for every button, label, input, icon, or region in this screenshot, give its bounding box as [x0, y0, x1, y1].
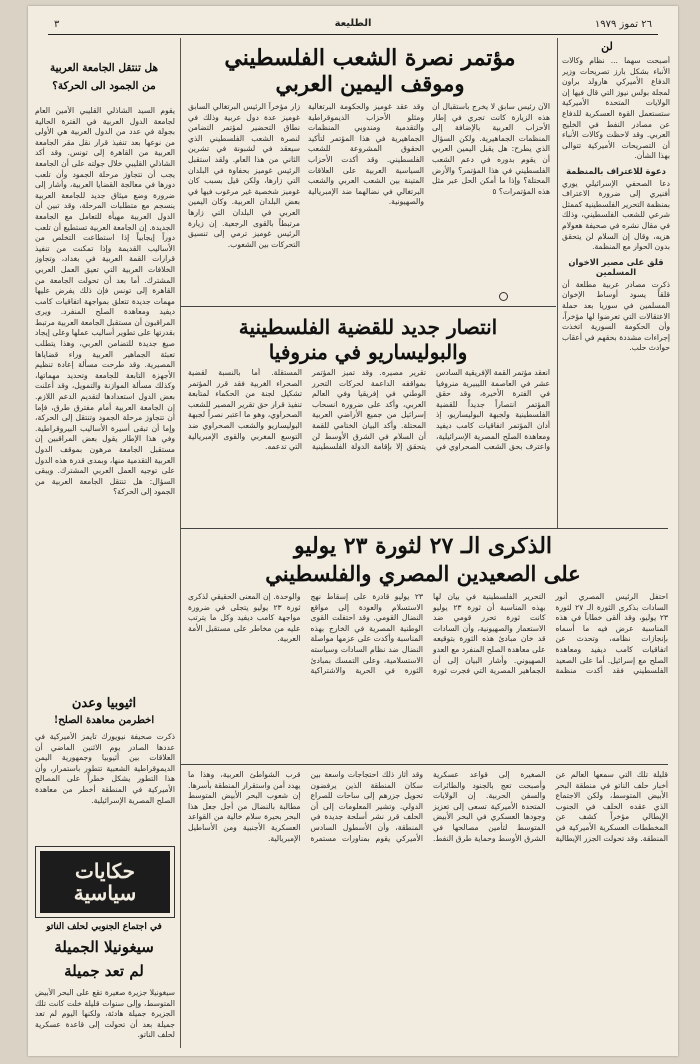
logo-line-1: حكايات	[75, 859, 135, 883]
issue-date: ٢٦ تموز ١٩٧٩	[594, 19, 652, 30]
newspaper-name: الطليعة	[334, 18, 372, 29]
left-bottom-headline-1: في اجتماع الجنوبي لحلف الناتو	[46, 922, 162, 932]
left-bottom-headline-3: لم تعد جميلة	[64, 962, 144, 980]
masthead	[48, 18, 658, 35]
third-top-rule	[181, 528, 668, 529]
newspaper-page	[28, 6, 678, 1056]
right-column-text	[562, 56, 670, 526]
column-rule-left	[180, 38, 181, 1048]
second-headline-1: انتصار جديد للقضية الفلسطينية	[238, 315, 498, 339]
bottom-top-rule	[181, 764, 668, 765]
right-subhead-recognition: دعوة للاعتراف بالمنظمة	[566, 165, 666, 176]
logo-line-2: سياسية	[73, 881, 137, 905]
right-text-c: ذكرت مصادر عربية مطلعة أن قلقاً يسود أوساط الإخوان المسلمين في سوريا بعد حملة الاعتقالات التي تعرضوا لها مؤخراً، وأن الحكومة السورية اتخذت إجراءات مشددة بحقهم في أعقاب حوادث حلب.	[562, 279, 670, 353]
lead-text-col-2: وقد عقد غوميز والحكومة البرتغالية ومثلو الأحزاب الديموقراطية والتقدمية ومندوبي المنظمات الجماهيرية في هذا المؤتمر لتأكيد الحقوق المشروعة للشعب الفلسطيني. وقد أكدت الأحزاب السياسية العربية على العلاقات المتينة بين الشعب العربي والشعب البرتغالي في نضالهما ضد الإمبريالية والصهيونية.	[308, 102, 424, 207]
left-top-headline-2: من الجمود الى الحركة؟	[52, 80, 156, 92]
left-mid-headline-1: اثيوبيا وعدن	[71, 696, 137, 711]
hikayat-siyasiya-logo	[40, 851, 170, 913]
left-top-headline-1: هل تنتقل الجامعة العربية	[49, 62, 159, 74]
right-text-a: أصبحت سهما ... نظام وكالات الأنباء بشكل بارز تصريحات وزير الدفاع الأميركي هارولد براون لمجلة بولس نيوز التي قال فيها إن الولايات المتحدة الأميركية ستستعمل القوة العسكرية للدفاع عن مصادر النفط في الخليج العربي. وقد لاحظت وكالات الأنباء أن التصريحات الأميركية تتوالى بهذا الشأن.	[562, 56, 670, 161]
right-text-b: دعا الصحفي الإسرائيلي يوري أفنيري إلى ضرورة الاعتراف بمنظمة التحرير الفلسطينية كممثل شرعي للشعب الفلسطيني، وذلك في مقال نشره في صحيفة هعولام هزيه، وقال إن السلام لن يتحقق بدون الحوار مع المنظمة.	[562, 178, 670, 252]
third-text: احتفل الرئيس المصري أنور السادات بذكرى الثورة الـ ٢٧ لثورة ٢٣ يوليو، وقد ألقى خطاباً في هذه المناسبة عرض فيه ما أسماه بإنجازات نظامه، وتحدث عن اتفاقيات كامب ديفيد ومعاهدة الصلح مع إسرائيل. أما على الصعيد الفلسطيني فقد أكدت منظمة التحرير الفلسطينية في بيان لها بهذه المناسبة أن ثورة ٢٣ يوليو كانت ثورة تحرر قومي ضد الاستعمار والصهيونية، وأن السادات قد خان مبادئ هذه الثورة بتوقيعه على معاهدة الصلح المنفرد مع العدو الصهيوني. وأشار البيان إلى أن الجماهير المصرية التي فجرت ثورة ٢٣ يوليو قادرة على إسقاط نهج الاستسلام والعودة إلى مواقع النضال القومي. وقد احتفلت القوى الوطنية المصرية في الخارج بهذه المناسبة وأكدت على عزمها مواصلة النضال ضد نظام السادات وسياسته الاستسلامية، وعلى التمسك بمبادئ الثورة في الحرية والاشتراكية والوحدة. إن المعنى الحقيقي لذكرى ثورة ٢٣ يوليو يتجلى في ضرورة مواجهة كامب ديفيد وكل ما يترتب عليه من مخاطر على مستقبل الأمة العربية.	[188, 592, 668, 676]
right-subhead-brotherhood: قلق على مصير الاخوان المسلمين	[568, 256, 664, 278]
end-mark-icon	[499, 292, 508, 301]
bottom-text: قليلة تلك التي سمعها العالم عن أخبار حلف الناتو في منطقة البحر الأبيض المتوسط، ولكن الاجتماع الذي عقده الحلف في الجنوب الإيطالي مؤخراً كشف عن المخططات العسكرية الأميركية في المنطقة. وقد تحولت الجزر الإيطالية الصغيرة إلى قواعد عسكرية وأصبحت تعج بالجنود والطائرات والسفن الحربية. إن الولايات المتحدة الأميركية تسعى إلى تعزيز وجودها العسكري في البحر الأبيض المتوسط لتأمين مصالحها في الشرق الأوسط وحماية طرق النفط. وقد أثار ذلك احتجاجات واسعة بين سكان المنطقة الذين يرفضون تحويل جزرهم إلى ساحات للصراع الدولي. وتشير المعلومات إلى أن الحلف قرر نشر أسلحة جديدة في المنطقة، وأن الأسطول السادس الأميركي يقوم بمناورات مستمرة قرب الشواطئ العربية، وهذا ما يهدد أمن واستقرار المنطقة بأسرها. إن شعوب البحر الأبيض المتوسط مطالبة بالنضال من أجل جعل هذا البحر بحيرة سلام خالية من القواعد العسكرية الأجنبية ومن الأساطيل الإمبريالية.	[188, 770, 668, 843]
third-headline-1: الذكرى الـ ٢٧ لثورة ٢٣ يوليو	[293, 533, 553, 559]
column-rule-right	[557, 38, 558, 528]
left-mid-text: ذكرت صحيفة نيويورك تايمز الأميركية في عددها الصادر يوم الاثنين الماضي أن العلاقات بين أثيوبيا وجمهورية اليمن الديموقراطية الشعبية تتطور باستمرار، وأن هذا التطور يشكل خطراً على المصالح الأميركية في المنطقة أخطر من معاهدة الصلح المصرية الإسرائيلية.	[35, 732, 175, 805]
second-headline-2: والبوليساريو في منروفيا	[268, 340, 468, 364]
second-text: انعقد مؤتمر القمة الإفريقية السادس عشر في العاصمة الليبيرية منروفيا في الفترة الأخيرة، وقد حقق المؤتمر انتصاراً جديداً للقضية الفلسطينية ولجبهة البوليساريو، إذ أدان المؤتمر اتفاقيات كامب ديفيد ومعاهدة الصلح المصرية الإسرائيلية، واعترف بحق الشعب الصحراوي في تقرير مصيره. وقد تميز المؤتمر بمواقفه الداعمة لحركات التحرر الوطني في إفريقيا وفي العالم العربي، وأكد على ضرورة انسحاب إسرائيل من جميع الأراضي العربية المحتلة. وأكد البيان الختامي للقمة أن السلام في الشرق الأوسط لن يتحقق إلا بإقامة الدولة الفلسطينية المستقلة. أما بالنسبة لقضية الصحراء الغربية فقد قرر المؤتمر تشكيل لجنة من الحكماء لمتابعة تنفيذ قرار حق تقرير المصير للشعب الصحراوي، وهو ما اعتبر نصراً لجبهة البوليساريو والشعب الصحراوي ضد التوسع المغربي والقوى الإمبريالية التي تدعمه.	[188, 368, 550, 452]
left-mid-headline-2: اخطرمن معاهدة الصلح!	[53, 715, 155, 726]
left-bottom-headline-2: سيغونيلا الجميلة	[54, 938, 154, 956]
third-headline-2: على الصعيدين المصري والفلسطيني	[265, 561, 581, 586]
lead-headline-1: مؤتمر نصرة الشعب الفلسطيني	[224, 45, 516, 71]
lead-headline-2: وموقف اليمين العربي	[275, 71, 465, 96]
lead-text-col-1: زار مؤخراً الرئيس البرتغالي السابق غوميز عدة دول عربية وذلك في نطاق التحضير لمؤتمر التضامن لنصرة الشعب الفلسطيني الذي سيعقد في لشبونة في تشرين الثاني من هذا العام. ولقد استقبل الرئيس غوميز بحفاوة في البلدان التي زارها، ولكن قيل بسبب كان غوميز شخصية غير مرغوب فيها في بعض البلدان العربية. وكان اليمين العربي في البلدان التي زارها مرتبطاً بالقوى الرجعية. إن زيارة الرئيس غوميز ترمي إلى تنسيق التحركات بين الشعوب.	[188, 102, 300, 249]
lead-text-col-3: الآن رئيس سابق لا يخرج باستقبال أن هذه الزيارة كانت تجري في إطار الأحزاب العربية بالإضافة إلى المنظمات الجماهيرية. ولكن السؤال الذي يطرح: هل يقبل اليمين العربي أن يقوم بدوره في دعم الشعب الفلسطيني في هذا المؤتمر؟ والأرض المحتلة؟ وإذا ما أمكن الحل عبر مثل هذه المؤتمرات؟ ٥	[432, 102, 550, 196]
left-bottom-text: سيغونيلا جزيرة صغيرة تقع على البحر الأبيض المتوسط، وإلى سنوات قليلة خلت كانت تلك الجزيرة جميلة هادئة، ولكنها اليوم لم تعد جميلة بعد أن تحولت إلى قاعدة عسكرية لحلف الناتو.	[35, 988, 175, 1040]
page-number: ٣	[54, 19, 60, 30]
right-column-headline: لن	[601, 40, 613, 53]
lead-bottom-rule	[181, 306, 556, 307]
left-top-text: يقوم السيد الشاذلي القليبي الأمين العام لجامعة الدول العربية في الفترة الحالية بجولة في عدد من الدول العربية هي الأولى من نوعها بعد تنفيذ قرار نقل مقر الجامعة العربية من القاهرة إلى تونس. وقد أكد الشاذلي القليبي خلال جولته على أن الجامعة يجب أن تتجاوز مرحلة الجمود وأن تلعب دورها في معالجة القضايا العربية، وأشار إلى ضرورة وضع ميثاق جديد للجامعة العربية ينسجم مع متطلبات المرحلة، وقد تبين أن الدول العربية مهيأة للتعامل مع الجامعة الجديدة. إن الجامعة العربية تستطيع أن تلعب دوراً إيجابياً إذا استطاعت التخلص من الأساليب القديمة وإذا تمكنت من تنفيذ قرارات القمة العربية في بغداد، وتجاوز الخلافات العربية التي تعيق العمل العربي المشترك. أما بعد أن تحولت الجامعة من القاهرة إلى تونس فإن ذلك يفرض عليها مهمات جديدة تتعلق بمواجهة اتفاقيات كامب ديفيد ومعاهدة الصلح المنفرد. ويرى المراقبون أن مستقبل الجامعة العربية مرتبط بقدرتها على تطوير أساليب عملها وعلى إيجاد صيغ جديدة للتضامن العربي، وهذا يتطلب تعبئة الجماهير العربية وراء قضاياها المصيرية. وقد طرحت مسألة إعادة تنظيم الأجهزة التابعة للجامعة وتحديد مهماتها، وكذلك مسألة الموازنة والتمويل، وقد أعلنت بعض الدول استعدادها لتقديم الدعم اللازم. إن الجامعة العربية أمام مفترق طرق، فإما أن تتجاوز مرحلة الجمود وتنتقل إلى الحركة، وإما أن تبقى أسيرة الأساليب البيروقراطية. وفي هذا الإطار يقول بعض المراقبين إن مستقبل الجامعة مرهون بموقف الدول العربية التقدمية منها، وبمدى قدرة هذه الدول على توجيه العمل العربي المشترك. ويبقى السؤال: هل تنتقل الجامعة العربية من الجمود إلى الحركة؟	[35, 106, 175, 497]
